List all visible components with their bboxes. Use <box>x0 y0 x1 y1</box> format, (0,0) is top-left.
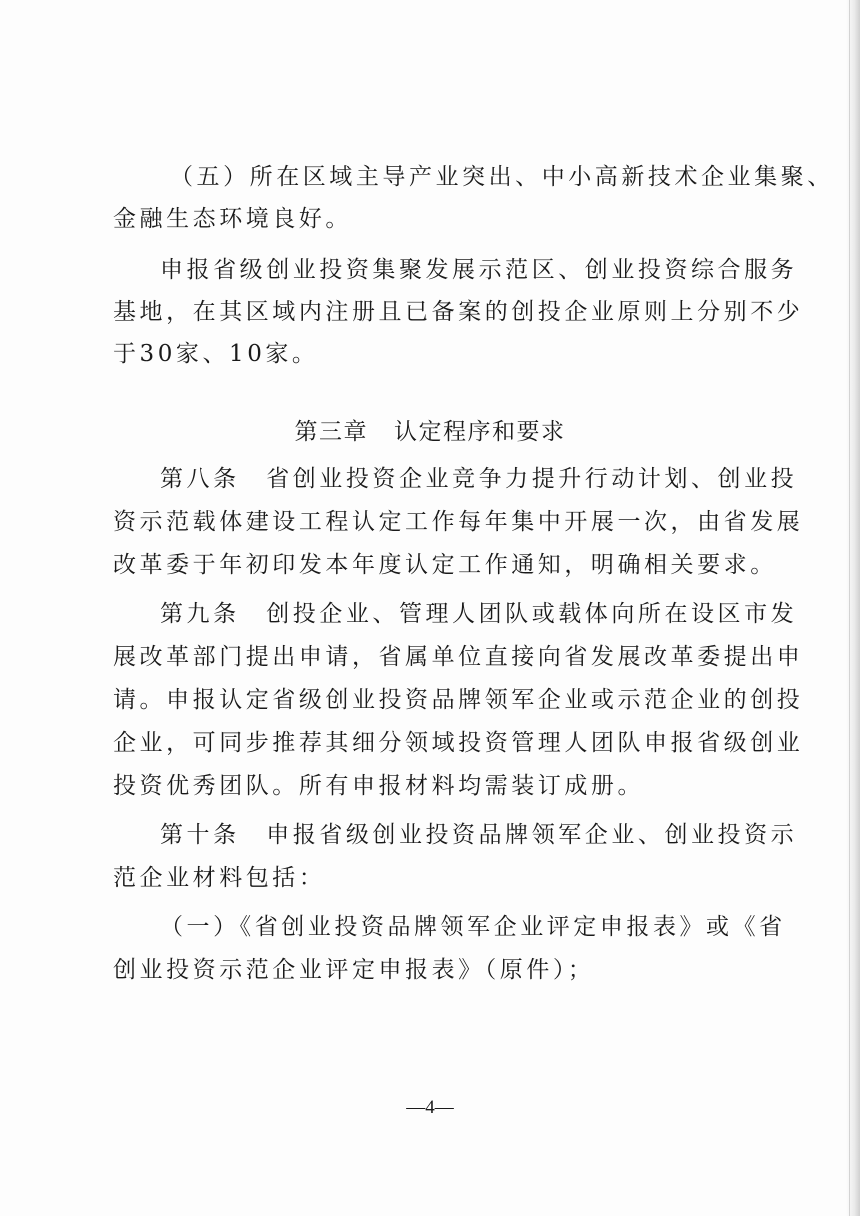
article-8-line: 第八条 省创业投资企业竞争力提升行动计划、创业投 <box>160 466 798 492</box>
article-10-line: 第十条 申报省级创业投资品牌领军企业、创业投资示 <box>160 822 798 848</box>
paragraph-line: （五）所在区域主导产业突出、中小高新技术企业集聚、 <box>170 164 834 190</box>
article-10-line: 范企业材料包括： <box>113 865 326 891</box>
page-number: —4— <box>406 1097 454 1118</box>
item-1-line: 创业投资示范企业评定申报表》（原件）； <box>113 957 595 983</box>
article-8-line: 资示范载体建设工程认定工作每年集中开展一次，由省发展 <box>113 509 804 535</box>
paragraph-line: 于30家、10家。 <box>113 341 319 367</box>
article-9-line: 投资优秀团队。所有申报材料均需装订成册。 <box>113 773 644 799</box>
paragraph-line: 基地，在其区域内注册且已备案的创投企业原则上分别不少 <box>113 299 804 325</box>
article-9-line: 第九条 创投企业、管理人团队或载体向所在设区市发 <box>160 601 798 627</box>
item-1-line: （一）《省创业投资品牌领军企业评定申报表》或《省 <box>160 914 786 940</box>
chapter-title: 认定程序和要求 <box>394 419 566 445</box>
chapter-heading <box>0 413 860 446</box>
article-9-line: 展改革部门提出申请，省属单位直接向省发展改革委提出申 <box>113 644 804 670</box>
article-8-line: 改革委于年初印发本年度认定工作通知，明确相关要求。 <box>113 552 777 578</box>
chapter-number: 第三章 <box>294 419 368 445</box>
paragraph-line: 金融生态环境良好。 <box>113 206 352 232</box>
article-9-line: 请。申报认定省级创业投资品牌领军企业或示范企业的创投 <box>113 687 804 713</box>
article-9-line: 企业，可同步推荐其细分领域投资管理人团队申报省级创业 <box>113 730 804 756</box>
page-edge-line <box>849 0 850 1216</box>
paragraph-line: 申报省级创业投资集聚发展示范区、创业投资综合服务 <box>160 257 798 283</box>
